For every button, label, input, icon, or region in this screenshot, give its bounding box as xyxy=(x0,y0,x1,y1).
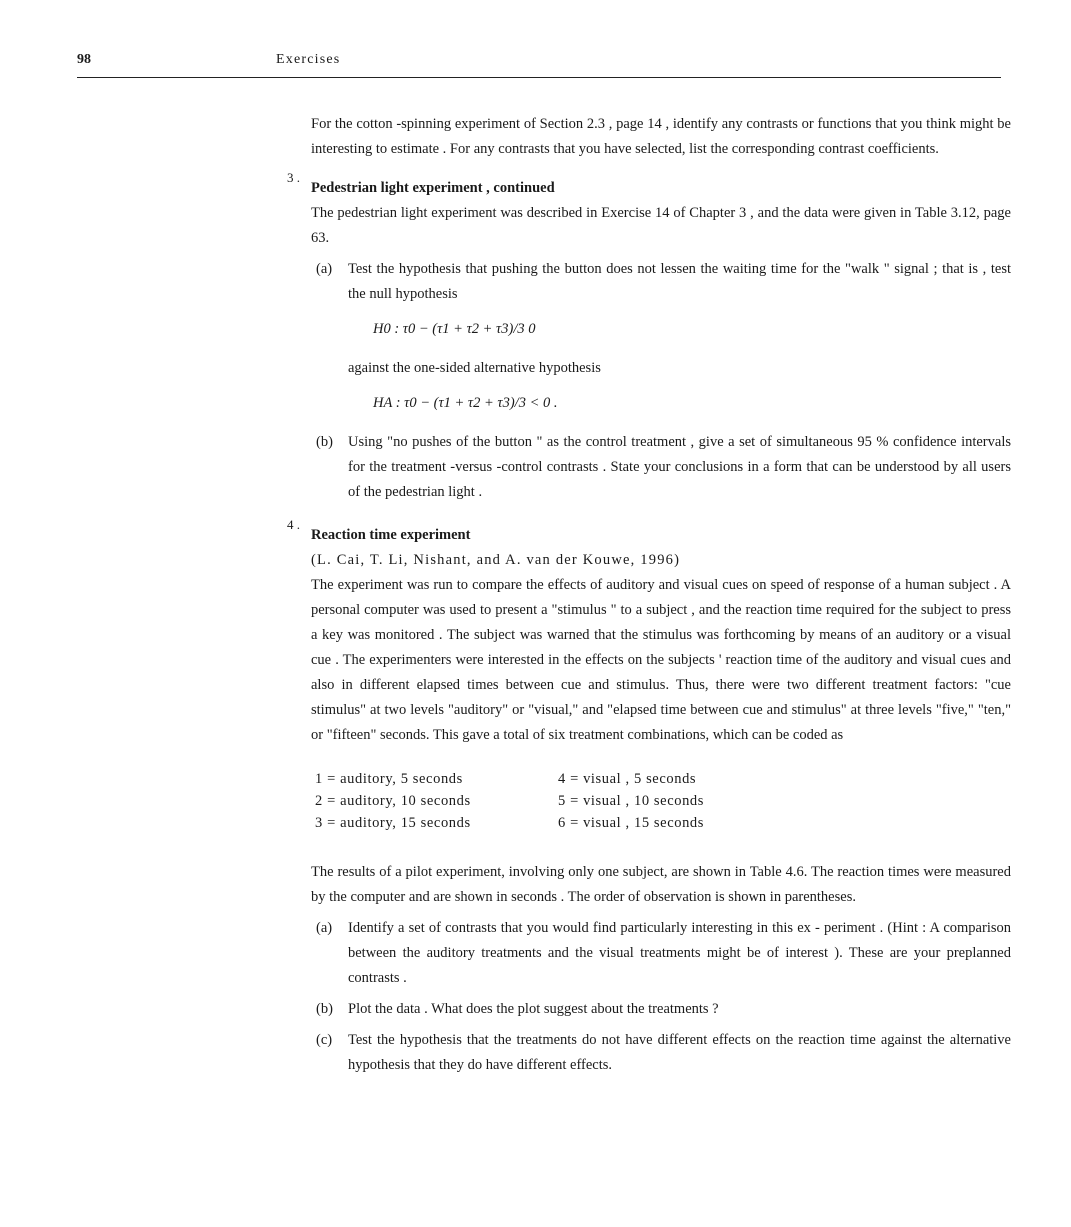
exercise-text: The pedestrian light experiment was described in Exercise 14 of Chapter 3 , and the data were given in Table 3.12, page 63. xyxy=(311,205,1011,246)
null-hypothesis-formula: H0 : τ0 − (τ1 + τ2 + τ3)/3 0 xyxy=(373,321,536,337)
results-paragraph: The results of a pilot experiment, involving only one subject, are shown in Table 4.6. The reaction times were measured by the computer and are shown in seconds . The order of observation is shown in parentheses. xyxy=(311,864,1011,905)
running-header: Exercises xyxy=(276,52,341,67)
table-cell: 3 = auditory, 15 seconds xyxy=(315,815,471,831)
exercise-part-a xyxy=(311,916,1011,991)
exercise-title: Pedestrian light experiment , continued xyxy=(311,180,555,196)
table-cell: 6 = visual , 15 seconds xyxy=(558,815,705,831)
exercise-part-b xyxy=(311,430,1011,505)
part-text: Using "no pushes of the button " as the control treatment , give a set of simultaneous 95 % confidence intervals for the treatment -versus -control contrasts . State your conclusions in a form that can be understood by all users of the pedestrian light . xyxy=(348,434,1011,500)
part-label: (a) xyxy=(316,920,333,936)
table-cell: 1 = auditory, 5 seconds xyxy=(315,771,463,787)
part-label: (c) xyxy=(316,1032,333,1048)
table-row xyxy=(315,768,704,790)
part-text: Plot the data . What does the plot suggest about the treatments ? xyxy=(348,1001,719,1017)
page-number: 98 xyxy=(77,52,91,67)
exercise-number: 4 . xyxy=(287,517,300,532)
part-text: Test the hypothesis that the treatments do not have different effects on the reaction time against the alternative hypothesis that they do have different effects. xyxy=(348,1032,1011,1073)
exercise-title: Reaction time experiment xyxy=(311,527,471,543)
part-text: Identify a set of contrasts that you would find particularly interesting in this ex - periment . (Hint : A comparison between the auditory treatments and the visual treatments might be of interest ). These are your preplanned contrasts . xyxy=(348,920,1011,986)
exercise-part-a xyxy=(311,257,1011,416)
table-cell: 5 = visual , 10 seconds xyxy=(558,793,705,809)
exercise-4 xyxy=(287,517,1011,1078)
table-row xyxy=(315,790,704,812)
header-rule xyxy=(77,77,1001,78)
part-text: Test the hypothesis that pushing the button does not lessen the waiting time for the "walk " signal ; that is , test the null hypothesis xyxy=(348,261,1011,302)
exercise-text: The experiment was run to compare the effects of auditory and visual cues on speed of response of a human subject . A personal computer was used to present a "stimulus " to a subject , and the reaction time required for the subject to press a key was monitored . The subject was warned that the stimulus was forthcoming by means of an auditory or a visual cue . The experimenters were interested in the effects on the subjects ' reaction time of the auditory and visual cues and also in different elapsed times between cue and stimulus. Thus, there were two different treatment factors: "cue stimulus" at two levels "auditory" or "visual," and "elapsed time between cue and stimulus" at three levels "five," "ten," or "fifteen" seconds. This gave a total of six treatment combinations, which can be coded as xyxy=(311,577,1011,743)
treatment-codes-table xyxy=(315,768,704,834)
part-label: (b) xyxy=(316,434,333,450)
page-body xyxy=(287,112,1011,1078)
exercise-part-c xyxy=(311,1028,1011,1078)
table-cell: 2 = auditory, 10 seconds xyxy=(315,793,471,809)
part-text-continued: against the one-sided alternative hypothesis xyxy=(348,360,601,376)
intro-paragraph: For the cotton -spinning experiment of Section 2.3 , page 14 , identify any contrasts or functions that you think might be interesting to estimate . For any contrasts that you have selected, list the corresponding contrast coefficients. xyxy=(311,116,1011,157)
exercise-3 xyxy=(287,170,1011,505)
exercise-number: 3 . xyxy=(287,170,300,185)
table-row xyxy=(315,812,704,834)
exercise-part-b xyxy=(311,997,1011,1022)
alternative-hypothesis-formula: HA : τ0 − (τ1 + τ2 + τ3)/3 < 0 . xyxy=(373,395,558,411)
exercise-authors: (L. Cai, T. Li, Nishant, and A. van der Kouwe, 1996) xyxy=(311,552,681,568)
part-label: (b) xyxy=(316,1001,333,1017)
part-label: (a) xyxy=(316,261,333,277)
table-cell: 4 = visual , 5 seconds xyxy=(558,771,697,787)
